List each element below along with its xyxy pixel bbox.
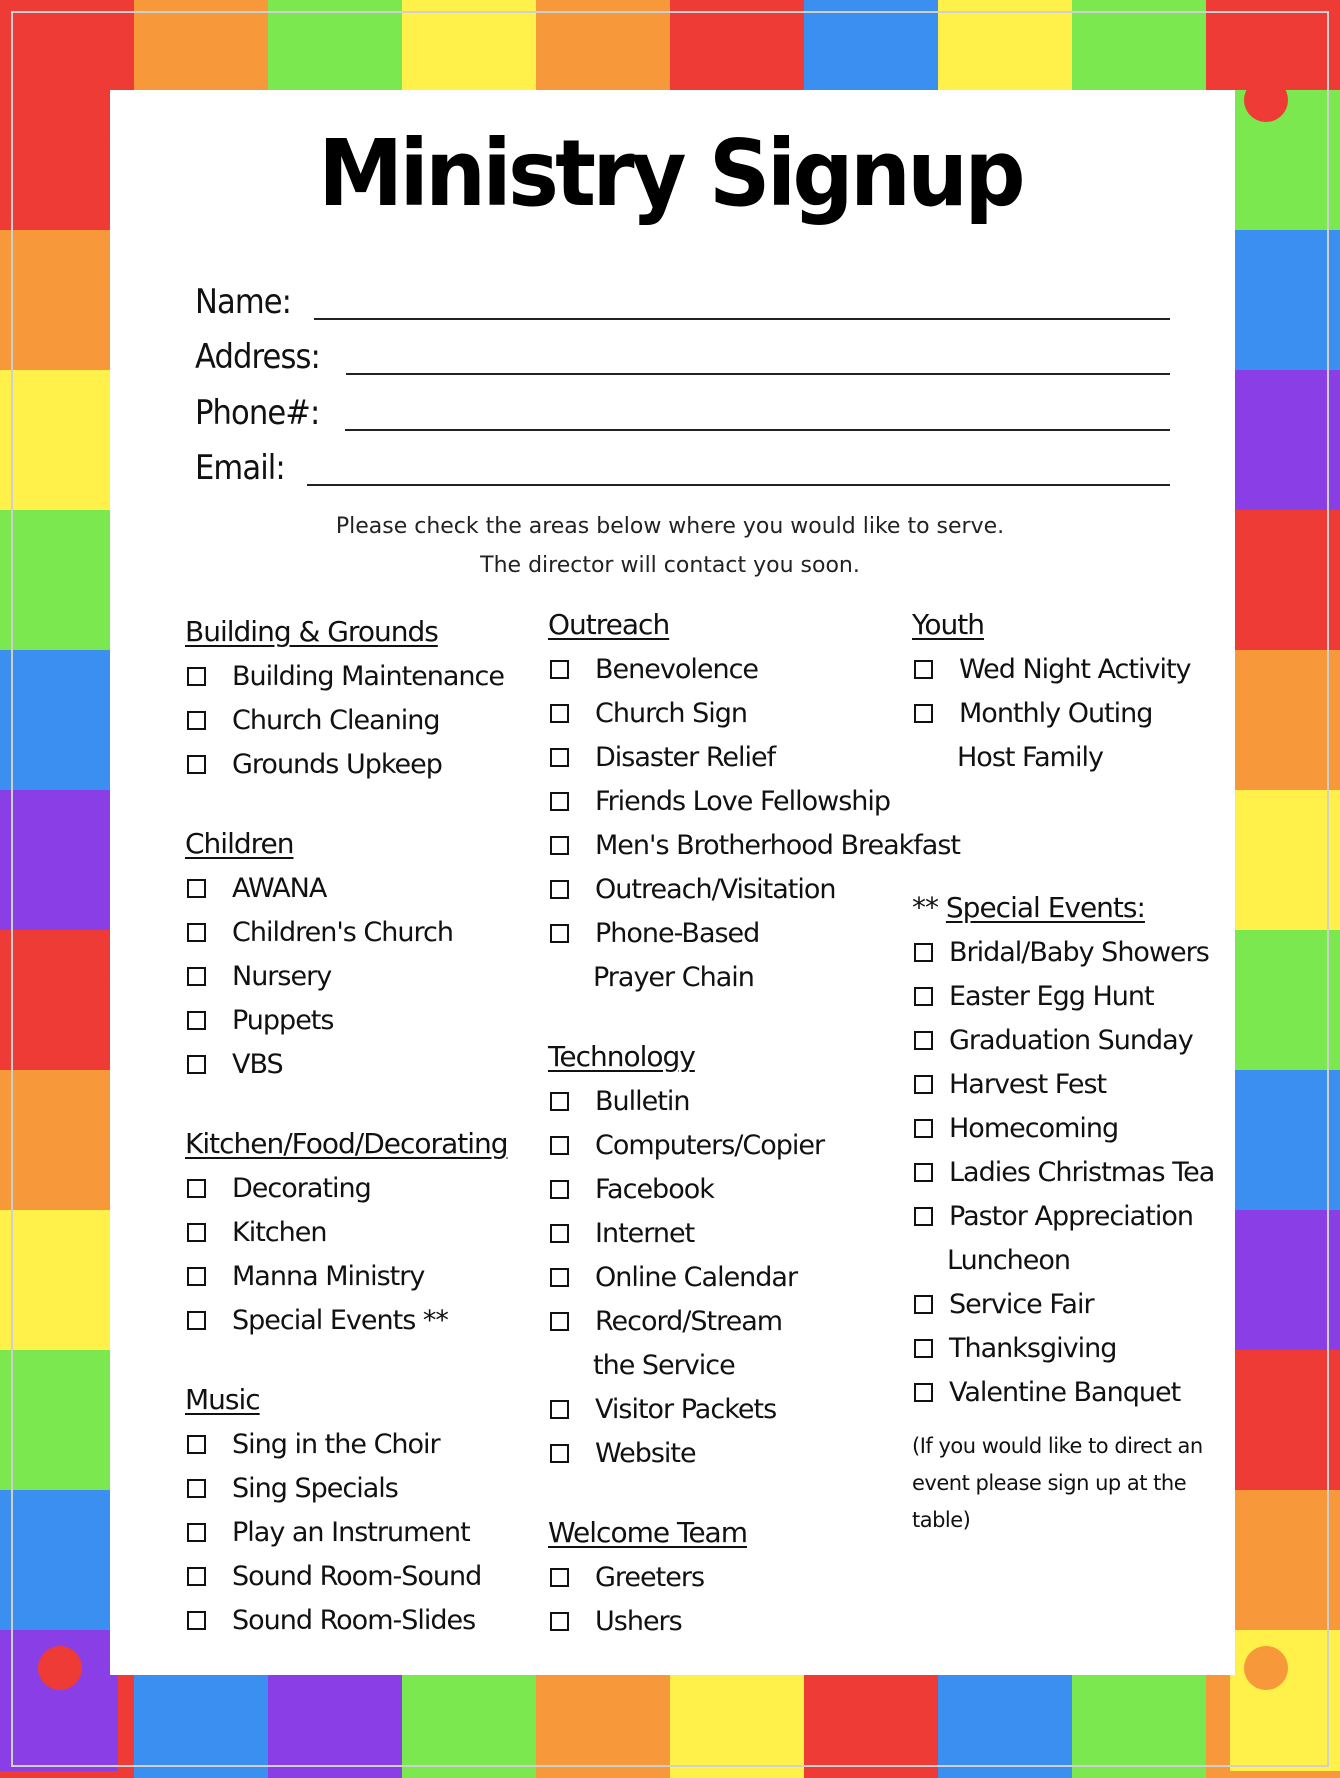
item-label: Ushers	[595, 1605, 682, 1637]
checkbox[interactable]	[187, 1223, 206, 1242]
item-label: Harvest Fest	[949, 1068, 1107, 1100]
item-label: Online Calendar	[595, 1261, 798, 1293]
item-label: Puppets	[232, 1004, 334, 1036]
checkbox[interactable]	[550, 704, 569, 723]
checkbox-item[interactable]	[185, 1598, 525, 1642]
right-column-special	[912, 886, 1232, 1539]
checkbox-item[interactable]	[185, 1166, 525, 1210]
item-label: Computers/Copier	[595, 1129, 825, 1161]
checkbox[interactable]	[914, 1383, 933, 1402]
checkbox[interactable]	[550, 792, 569, 811]
checkbox[interactable]	[187, 1435, 206, 1454]
checkbox-item[interactable]	[548, 1599, 918, 1643]
item-label: Wed Night Activity	[959, 653, 1191, 685]
checkbox-item[interactable]	[548, 647, 918, 691]
item-label: Sing Specials	[232, 1472, 398, 1504]
item-label: Sing in the Choir	[232, 1428, 440, 1460]
checkbox-item[interactable]	[548, 1431, 918, 1475]
name-label: Name:	[195, 282, 292, 322]
instructions-line-2: The director will contact you soon.	[480, 553, 860, 578]
checkbox-item[interactable]	[548, 911, 918, 955]
checkbox-item[interactable]	[185, 1254, 525, 1298]
checkbox[interactable]	[550, 1400, 569, 1419]
section-heading-kitchen: Kitchen/Food/Decorating	[185, 1127, 508, 1160]
instructions-line-1: Please check the areas below where you would like to serve.	[335, 514, 1005, 539]
checkbox-item[interactable]	[548, 1387, 918, 1431]
item-label: Manna Ministry	[232, 1260, 425, 1292]
checkbox-item[interactable]	[548, 779, 918, 823]
checkbox-item[interactable]	[912, 1062, 1232, 1106]
puzzle-knob	[1244, 1646, 1288, 1690]
checkbox[interactable]	[187, 667, 206, 686]
checkbox[interactable]	[187, 1011, 206, 1030]
phone-field[interactable]	[195, 381, 1170, 433]
checkbox[interactable]	[550, 924, 569, 943]
item-label: Monthly Outing	[959, 697, 1153, 729]
email-line[interactable]	[307, 484, 1170, 486]
checkbox-item[interactable]	[912, 1370, 1232, 1414]
checkbox[interactable]	[914, 660, 933, 679]
checkbox[interactable]	[550, 836, 569, 855]
checkbox[interactable]	[550, 1312, 569, 1331]
item-label: Pastor Appreciation	[949, 1200, 1193, 1232]
item-label: Ladies Christmas Tea	[949, 1156, 1215, 1188]
section-heading-building: Building & Grounds	[185, 615, 438, 648]
checkbox[interactable]	[914, 943, 933, 962]
puzzle-knob	[38, 1646, 82, 1690]
item-label: Nursery	[232, 960, 332, 992]
checkbox[interactable]	[914, 704, 933, 723]
checkbox[interactable]	[187, 1479, 206, 1498]
checkbox-item[interactable]	[548, 1079, 918, 1123]
checkbox[interactable]	[187, 711, 206, 730]
checkbox-item[interactable]	[548, 823, 960, 867]
item-label: Disaster Relief	[595, 741, 776, 773]
special-heading-text: Special Events:	[945, 891, 1145, 924]
item-label: Sound Room-Sound	[232, 1560, 482, 1592]
item-label: Grounds Upkeep	[232, 748, 442, 780]
item-label: Benevolence	[595, 653, 759, 685]
checkbox-item[interactable]	[185, 654, 525, 698]
checkbox-item[interactable]	[185, 698, 525, 742]
checkbox-item[interactable]	[185, 998, 525, 1042]
checkbox[interactable]	[914, 1207, 933, 1226]
item-label: Homecoming	[949, 1112, 1119, 1144]
section-heading-youth: Youth	[912, 608, 984, 641]
item-label: VBS	[232, 1048, 283, 1080]
checkbox-item[interactable]	[185, 1554, 525, 1598]
item-label: Friends Love Fellowship	[595, 785, 891, 817]
checkbox[interactable]	[187, 755, 206, 774]
right-column-top	[912, 603, 1212, 779]
checkbox[interactable]	[914, 1295, 933, 1314]
checkbox[interactable]	[914, 1119, 933, 1138]
checkbox-item[interactable]	[912, 930, 1232, 974]
checkbox[interactable]	[187, 1567, 206, 1586]
checkbox[interactable]	[550, 1612, 569, 1631]
special-prefix: **	[912, 891, 946, 924]
page-title: Ministry Signup	[318, 120, 1022, 227]
checkbox-item[interactable]	[912, 974, 1232, 1018]
section-heading-technology: Technology	[548, 1040, 695, 1073]
checkbox-item[interactable]	[185, 1422, 525, 1466]
name-field[interactable]	[195, 270, 1170, 322]
item-label: Facebook	[595, 1173, 714, 1205]
email-field[interactable]	[195, 436, 1170, 488]
checkbox[interactable]	[187, 1267, 206, 1286]
item-label: Sound Room-Slides	[232, 1604, 476, 1636]
item-label: AWANA	[232, 872, 327, 904]
item-label: Bridal/Baby Showers	[949, 936, 1209, 968]
checkbox[interactable]	[187, 1179, 206, 1198]
phone-line[interactable]	[345, 429, 1170, 431]
item-label: Church Cleaning	[232, 704, 440, 736]
checkbox-item[interactable]	[548, 1167, 918, 1211]
checkbox[interactable]	[550, 1180, 569, 1199]
checkbox[interactable]	[550, 660, 569, 679]
checkbox[interactable]	[550, 1136, 569, 1155]
item-label: Building Maintenance	[232, 660, 504, 692]
checkbox-item[interactable]	[912, 1150, 1232, 1194]
item-label: Outreach/Visitation	[595, 873, 836, 905]
checkbox[interactable]	[187, 1523, 206, 1542]
checkbox[interactable]	[187, 923, 206, 942]
checkbox-item[interactable]	[548, 1123, 918, 1167]
checkbox[interactable]	[914, 1075, 933, 1094]
address-label: Address:	[195, 337, 320, 377]
checkbox[interactable]	[914, 1163, 933, 1182]
item-label: Service Fair	[949, 1288, 1094, 1320]
checkbox-item[interactable]	[185, 1298, 525, 1342]
checkbox-item[interactable]	[185, 1466, 525, 1510]
checkbox[interactable]	[187, 1311, 206, 1330]
checkbox-item[interactable]	[185, 742, 525, 786]
item-continuation: Prayer Chain	[593, 961, 754, 993]
checkbox-item[interactable]	[548, 735, 918, 779]
item-label: Kitchen	[232, 1216, 327, 1248]
name-line[interactable]	[314, 318, 1170, 320]
checkbox-item[interactable]	[912, 1326, 1232, 1370]
checkbox-item[interactable]	[912, 1018, 1232, 1062]
section-heading-children: Children	[185, 827, 294, 860]
phone-label: Phone#:	[195, 393, 320, 433]
section-heading-outreach: Outreach	[548, 608, 670, 641]
checkbox[interactable]	[550, 748, 569, 767]
checkbox[interactable]	[550, 1568, 569, 1587]
item-label: Easter Egg Hunt	[949, 980, 1154, 1012]
item-label: Men's Brotherhood Breakfast	[595, 829, 960, 861]
item-label: Website	[595, 1437, 696, 1469]
item-label: Record/Stream	[595, 1305, 783, 1337]
checkbox-item[interactable]	[185, 910, 525, 954]
checkbox-item[interactable]	[912, 691, 1212, 735]
checkbox[interactable]	[550, 1092, 569, 1111]
puzzle-piece-right	[1230, 1630, 1340, 1771]
checkbox[interactable]	[550, 1224, 569, 1243]
checkbox[interactable]	[187, 1055, 206, 1074]
checkbox[interactable]	[187, 967, 206, 986]
checkbox[interactable]	[914, 1339, 933, 1358]
item-label: Graduation Sunday	[949, 1024, 1193, 1056]
checkbox[interactable]	[550, 1268, 569, 1287]
checkbox-item[interactable]	[548, 1299, 918, 1343]
instructions	[0, 507, 1340, 585]
checkbox-item[interactable]	[912, 647, 1212, 691]
item-continuation: the Service	[593, 1349, 735, 1381]
checkbox[interactable]	[550, 880, 569, 899]
checkbox-item[interactable]	[185, 866, 525, 910]
checkbox-item[interactable]	[185, 1210, 525, 1254]
checkbox-item[interactable]	[185, 1510, 525, 1554]
checkbox-item[interactable]	[185, 1042, 525, 1086]
email-label: Email:	[195, 448, 285, 488]
item-label: Church Sign	[595, 697, 748, 729]
left-column	[185, 610, 525, 1642]
checkbox-item[interactable]	[912, 1106, 1232, 1150]
checkbox-item[interactable]	[548, 1255, 918, 1299]
checkbox-item[interactable]	[548, 1555, 918, 1599]
item-label: Internet	[595, 1217, 695, 1249]
item-label: Play an Instrument	[232, 1516, 470, 1548]
puzzle-knob	[1244, 78, 1288, 122]
address-line[interactable]	[346, 373, 1170, 375]
item-label: Bulletin	[595, 1085, 690, 1117]
checkbox-item[interactable]	[912, 1194, 1232, 1238]
checkbox-item[interactable]	[548, 867, 918, 911]
item-label: Children's Church	[232, 916, 453, 948]
checkbox-item[interactable]	[185, 954, 525, 998]
special-note-line-1: (If you would like to direct an	[912, 1434, 1203, 1458]
item-label: Thanksgiving	[949, 1332, 1117, 1364]
item-continuation: Luncheon	[947, 1244, 1070, 1276]
checkbox[interactable]	[187, 879, 206, 898]
item-label: Decorating	[232, 1172, 371, 1204]
item-label: Special Events **	[232, 1304, 448, 1336]
checkbox[interactable]	[914, 1031, 933, 1050]
address-field[interactable]	[195, 325, 1170, 377]
checkbox-item[interactable]	[548, 1211, 918, 1255]
item-label: Phone-Based	[595, 917, 760, 949]
item-label: Greeters	[595, 1561, 705, 1593]
checkbox-item[interactable]	[548, 691, 918, 735]
section-heading-special	[912, 886, 1232, 930]
section-heading-music: Music	[185, 1383, 260, 1416]
item-label: Valentine Banquet	[949, 1376, 1181, 1408]
special-note-line-2: event please sign up at the table)	[912, 1471, 1187, 1532]
puzzle-knob	[38, 78, 82, 122]
item-label: Visitor Packets	[595, 1393, 777, 1425]
checkbox-item[interactable]	[912, 1282, 1232, 1326]
checkbox[interactable]	[914, 987, 933, 1006]
section-heading-welcome: Welcome Team	[548, 1516, 747, 1549]
checkbox[interactable]	[550, 1444, 569, 1463]
item-continuation: Host Family	[957, 741, 1103, 773]
checkbox[interactable]	[187, 1611, 206, 1630]
